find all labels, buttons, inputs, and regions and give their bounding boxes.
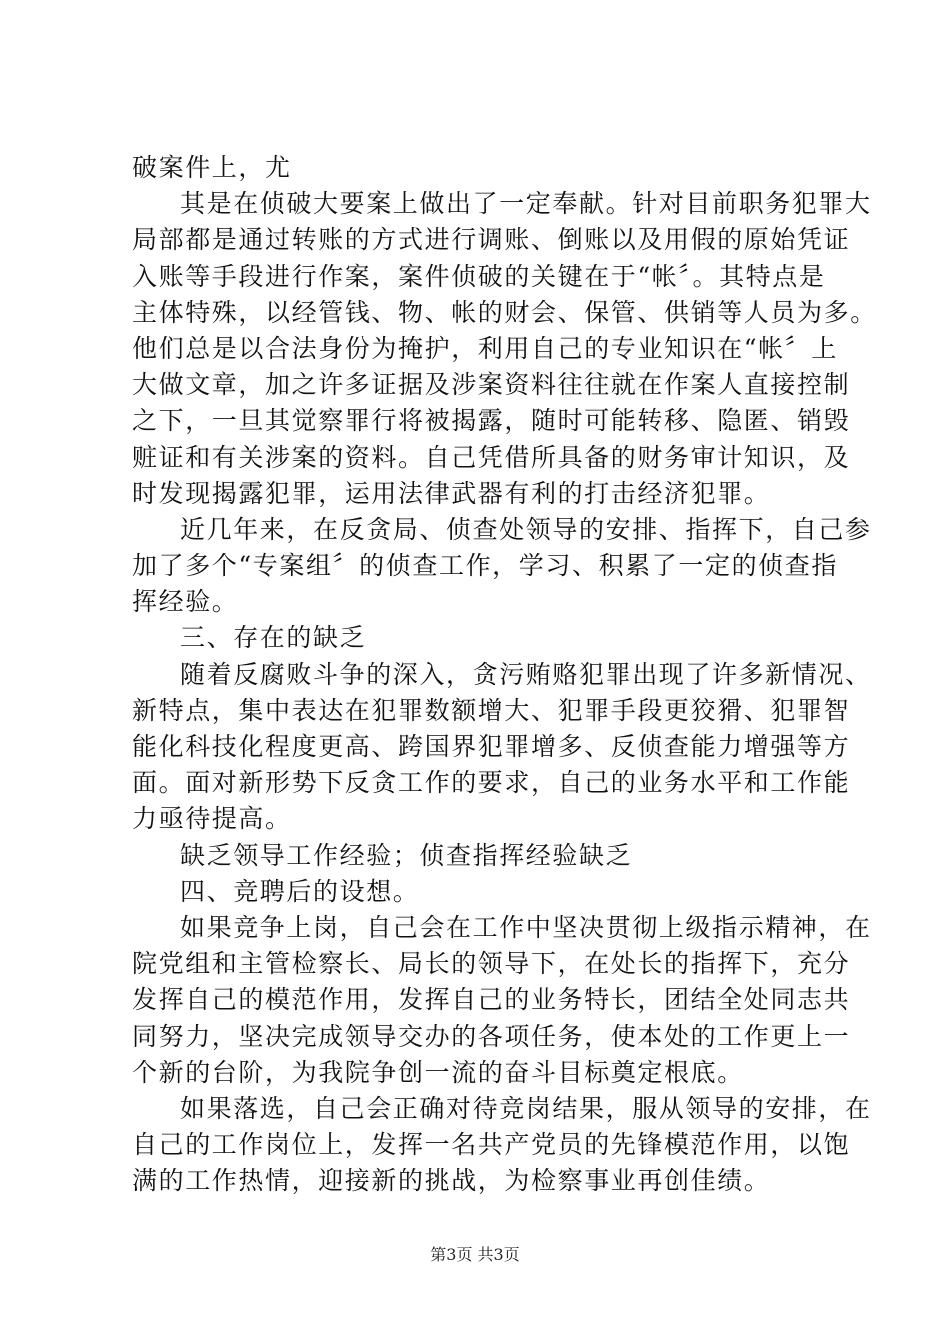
text-line: 大做文章，加之许多证据及涉案资料往往就在作案人直接控制 xyxy=(132,370,851,400)
text-line: 局部都是通过转账的方式进行调账、倒账以及用假的原始凭证 xyxy=(132,225,851,255)
text-line: 三、存在的缺乏 xyxy=(180,623,367,653)
text-line: 发挥自己的模范作用，发挥自己的业务特长，团结全处同志共 xyxy=(132,985,851,1015)
text-line: 力亟待提高。 xyxy=(132,804,292,834)
text-line: 个新的台阶，为我院争创一流的奋斗目标奠定根底。 xyxy=(132,1057,744,1087)
text-line: 新特点，集中表达在犯罪数额增大、犯罪手段更狡猾、犯罪智 xyxy=(132,695,851,725)
text-line: 同努力，坚决完成领导交办的各项任务，使本处的工作更上一 xyxy=(132,1021,851,1051)
document-body xyxy=(132,150,877,1199)
text-line: 加了多个“专案组〞的侦查工作，学习、积累了一定的侦查指 xyxy=(132,551,838,581)
text-line: 时发现揭露犯罪，运用法律武器有利的打击经济犯罪。 xyxy=(132,478,771,508)
text-line: 满的工作热情，迎接新的挑战，为检察事业再创佳绩。 xyxy=(132,1166,771,1196)
text-line: 挥经验。 xyxy=(132,587,239,617)
text-line: 能化科技化程度更高、跨国界犯罪增多、反侦查能力增强等方 xyxy=(132,732,851,761)
text-line: 面。面对新形势下反贪工作的要求，自己的业务水平和工作能 xyxy=(132,768,851,798)
text-line: 院党组和主管检察长、局长的领导下，在处长的指挥下，充分 xyxy=(132,949,851,979)
text-line: 之下，一旦其觉察罪行将被揭露，随时可能转移、隐匿、销毁 xyxy=(132,406,851,436)
text-line: 赃证和有关涉案的资料。自己凭借所具备的财务审计知识，及 xyxy=(132,442,851,472)
text-line: 自己的工作岗位上，发挥一名共产党员的先锋模范作用，以饱 xyxy=(132,1130,851,1160)
text-line: 破案件上，尤 xyxy=(132,153,292,182)
text-line: 近几年来，在反贪局、侦查处领导的安排、指挥下，自己参 xyxy=(180,514,872,544)
text-line: 主体特殊，以经管钱、物、帐的财会、保管、供销等人员为多。 xyxy=(132,297,877,327)
text-line: 随着反腐败斗争的深入，贪污贿赂犯罪出现了许多新情况、 xyxy=(180,659,872,689)
text-line: 入账等手段进行作案，案件侦破的关键在于“帐〞。其特点是 xyxy=(132,261,826,291)
text-line: 如果落选，自己会正确对待竞岗结果，服从领导的安排，在 xyxy=(180,1093,872,1123)
text-line: 缺乏领导工作经验；侦查指挥经验缺乏 xyxy=(180,840,633,870)
text-line: 四、竞聘后的设想。 xyxy=(180,876,420,906)
text-line: 如果竞争上岗，自己会在工作中坚决贯彻上级指示精神，在 xyxy=(180,912,872,942)
text-line: 其是在侦破大要案上做出了一定奉献。针对目前职务犯罪大 xyxy=(180,189,872,219)
text-line: 他们总是以合法身份为掩护，利用自己的专业知识在“帐〞上 xyxy=(132,333,838,363)
page-footer: 第3页 共3页 xyxy=(430,1245,520,1264)
